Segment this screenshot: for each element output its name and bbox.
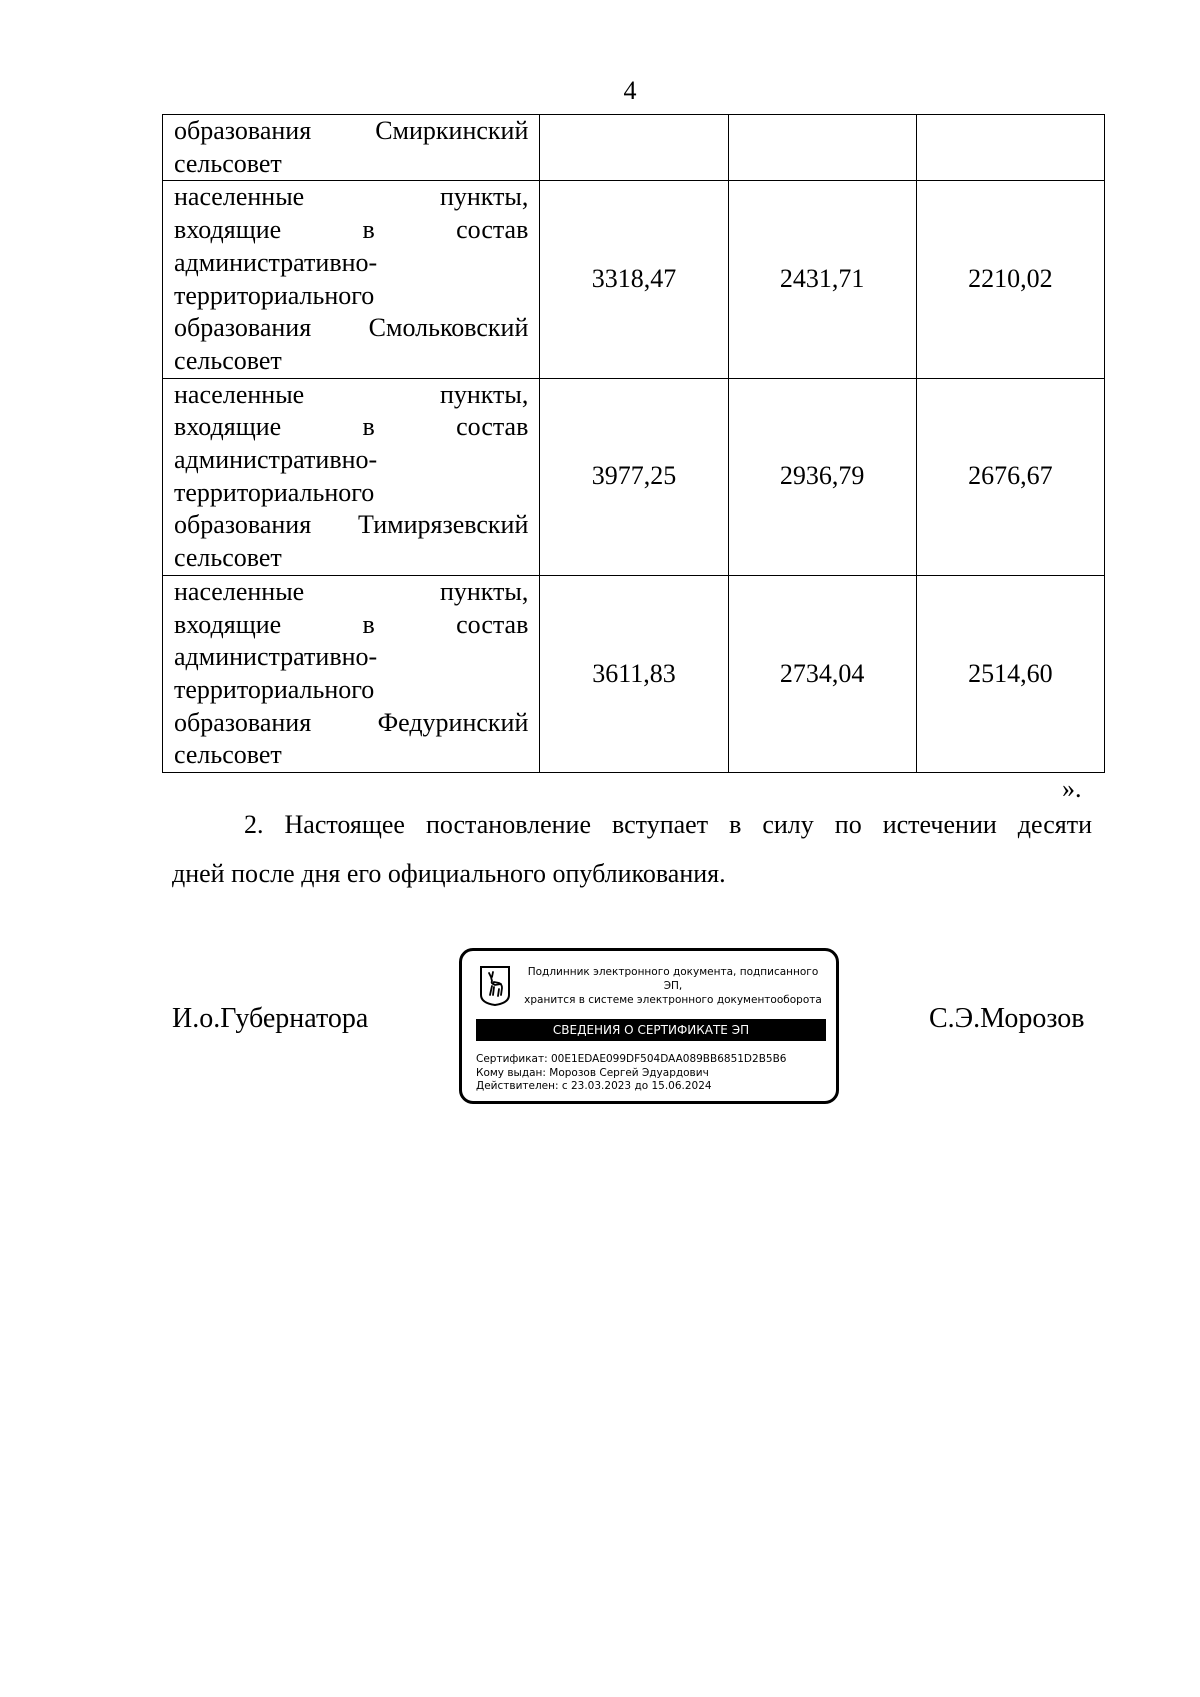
paragraph-2-line-1: 2. Настоящее постановление вступает в силу по истечении десяти	[244, 810, 1092, 839]
stamp-note-line-2: хранится в системе электронного документооборота	[524, 994, 822, 1006]
value-cell: 3318,47	[540, 181, 728, 378]
settlement-name-line: территориального	[174, 674, 375, 704]
value-cell	[540, 115, 728, 181]
settlement-name-line: сельсовет	[174, 740, 282, 770]
value-cell: 2210,02	[916, 181, 1104, 378]
value-cell	[728, 115, 916, 181]
value-cell: 3611,83	[540, 575, 728, 772]
signer-name: С.Э.Морозов	[929, 1003, 1085, 1034]
stamp-header: СВЕДЕНИЯ О СЕРТИФИКАТЕ ЭП	[476, 1019, 826, 1041]
settlement-name-line: территориального	[174, 280, 375, 310]
stamp-certificate: Сертификат: 00E1EDAE099DF504DAA089BB6851D2B5B6	[476, 1053, 787, 1065]
settlement-name-line: населенные пункты,	[174, 182, 529, 212]
electronic-signature-stamp	[459, 948, 839, 1104]
settlement-name-cell	[163, 575, 540, 772]
settlement-name-line: образования Смольковский	[174, 313, 529, 343]
stamp-note-line-1: Подлинник электронного документа, подписанного ЭП,	[527, 966, 819, 992]
value-cell	[916, 115, 1104, 181]
stamp-issued-to: Кому выдан: Морозов Сергей Эдуардович	[476, 1066, 709, 1079]
tariff-table	[162, 114, 1105, 773]
paragraph-2-line-2: дней после дня его официального опубликования.	[172, 859, 726, 888]
stamp-details	[476, 1053, 786, 1094]
value-cell: 3977,25	[540, 378, 728, 575]
stamp-valid: Действителен: с 23.03.2023 до 15.06.2024	[476, 1080, 712, 1092]
settlement-name-line: сельсовет	[174, 345, 282, 375]
settlement-name-line: входящие в состав	[174, 609, 529, 639]
settlement-name-line: административно-	[174, 642, 378, 672]
settlement-name-cell	[163, 181, 540, 378]
table-row	[163, 181, 1105, 378]
value-cell: 2734,04	[728, 575, 916, 772]
table-row	[163, 378, 1105, 575]
coat-of-arms-deer-icon	[479, 965, 511, 1006]
settlement-name-cell	[163, 378, 540, 575]
table-row	[163, 575, 1105, 772]
settlement-name-line: населенные пункты,	[174, 576, 529, 606]
settlement-name-line: входящие в состав	[174, 412, 529, 442]
table-row	[163, 115, 1105, 181]
paragraph-2	[172, 800, 1092, 898]
value-cell: 2431,71	[728, 181, 916, 378]
signer-title: И.о.Губернатора	[172, 1003, 369, 1034]
settlement-name-line: образования Смиркинский	[174, 116, 529, 145]
settlement-name-line: образования Тимирязевский	[174, 510, 529, 540]
settlement-name-line: входящие в состав	[174, 215, 529, 245]
settlement-name-line: населенные пункты,	[174, 379, 529, 409]
settlement-name-line: сельсовет	[174, 543, 282, 573]
value-cell: 2936,79	[728, 378, 916, 575]
settlement-name-line: территориального	[174, 477, 375, 507]
settlement-name-line: административно-	[174, 445, 378, 475]
value-cell: 2514,60	[916, 575, 1104, 772]
value-cell: 2676,67	[916, 378, 1104, 575]
settlement-name-cell	[163, 115, 540, 181]
settlement-name-line: сельсовет	[174, 148, 282, 178]
page-number: 4	[623, 76, 637, 105]
settlement-name-line: образования Федуринский	[174, 707, 529, 737]
closing-quote: ».	[1062, 774, 1082, 803]
settlement-name-line: административно-	[174, 247, 378, 277]
stamp-note	[517, 965, 829, 1007]
